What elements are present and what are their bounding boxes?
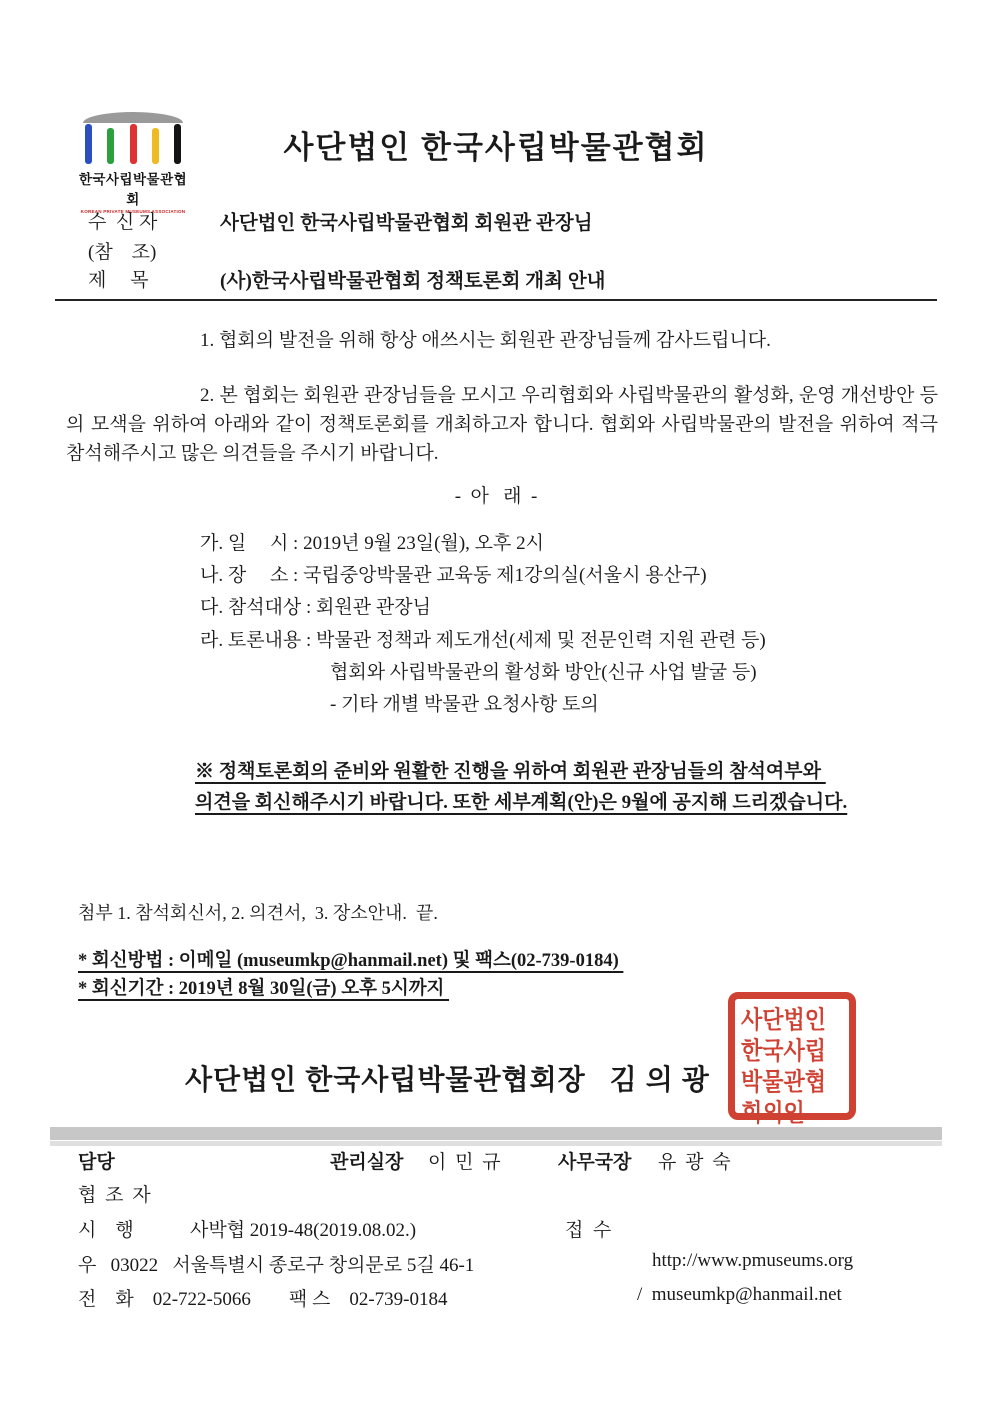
- body-paragraph-1: 1. 협회의 발전을 위해 항상 애쓰시는 회원관 관장님들께 감사드립니다.: [200, 330, 771, 351]
- notice-line-1: ※ 정책토론회의 준비와 원활한 진행을 위하여 회원관 관장님들의 참석여부와: [195, 761, 826, 782]
- footer-website-url: http://www.pmuseums.org: [652, 1250, 854, 1271]
- agenda-item-place: 나. 장 소 : 국립중앙박물관 교육동 제1강의실(서울시 용산구): [200, 565, 707, 587]
- body-paragraph-2: 2. 본 협회는 회원관 관장님들을 모시고 우리협회와 사립박물관의 활성화, 운영 개선방안 등의 모색을 위하여 아래와 같이 정책토론회를 개최하고자 합니다. 협회와 사립박물관의 발전을 위하여 적극 참석해주시고 많은 의견들을 주시기 바랍니다.: [66, 385, 938, 464]
- footer-chief-label: 관리실장: [330, 1152, 404, 1173]
- footer-email: / museumkp@hanmail.net: [637, 1284, 842, 1305]
- official-seal-stamp: [728, 992, 856, 1127]
- agenda-list: [200, 528, 766, 721]
- footer-gray-bar-light: [50, 1141, 942, 1146]
- seal-row-4: 회의인: [741, 1098, 805, 1127]
- agenda-item-topic-cont: 협회와 사립박물관의 활성화 방안(신규 사업 발굴 등): [330, 661, 757, 683]
- reply-deadline-line: * 회신기간 : 2019년 8월 30일(금) 오후 5시까지: [78, 979, 450, 999]
- footer-receipt-label: 접 수: [565, 1220, 612, 1241]
- subject-value: (사)한국사립박물관협회 정책토론회 개최 안내: [220, 271, 606, 292]
- footer-chief-name: 이 민 규: [428, 1152, 503, 1173]
- footer-address-line: 우 03022 서울특별시 종로구 창의문로 5길 46-1: [78, 1255, 475, 1276]
- footer-manager-label: 담당: [78, 1152, 115, 1173]
- seal-row-2: 한국사립: [741, 1036, 827, 1065]
- logo-english-name: KOREAN PRIVATE MUSEUMS ASSOCIATION: [80, 209, 186, 214]
- cc-row: [88, 237, 220, 264]
- recipient-row: [88, 207, 593, 235]
- notice-line-2: 의견을 회신해주시기 바랍니다. 또한 세부계획(안)은 9월에 공지해 드리겠습니다.: [195, 792, 848, 813]
- footer-issue-value: 사박협 2019-48(2019.08.02.): [190, 1220, 417, 1241]
- notice-block: [195, 756, 935, 818]
- cc-label: (참 조): [88, 242, 157, 263]
- agenda-item-date: 가. 일 시 : 2019년 9월 23일(월), 오후 2시: [200, 533, 544, 554]
- recipient-value: 사단법인 한국사립박물관협회 회원관 관장님: [220, 213, 593, 234]
- below-heading: - 아 래 -: [454, 486, 538, 507]
- header-divider-line: [55, 299, 937, 301]
- subject-row: [88, 265, 606, 293]
- logo-korean-name: 한국사립박물관협회: [78, 172, 188, 207]
- footer-phone-fax-line: 전 화 02-722-5066 팩 스 02-739-0184: [78, 1289, 448, 1310]
- seal-row-3: 박물관협: [741, 1067, 827, 1096]
- agenda-item-topic: 라. 토론내용 : 박물관 정책과 제도개선(세제 및 전문인력 지원 관련 등): [200, 629, 766, 651]
- seal-row-1: 사단법인: [741, 1005, 827, 1034]
- reply-method-line: * 회신방법 : 이메일 (museumkp@hanmail.net) 및 팩스(02-739-0184): [78, 951, 624, 971]
- document-title: 사단법인 한국사립박물관협회: [283, 130, 709, 165]
- agenda-item-topic-etc: - 기타 개별 박물관 요청사항 토의: [330, 693, 599, 715]
- recipient-label: 수 신 자: [88, 212, 158, 233]
- footer-issue-label: 시 행: [78, 1220, 134, 1241]
- footer-secretary-label: 사무국장: [558, 1152, 632, 1173]
- signature-line: 사단법인 한국사립박물관협회장 김 의 광: [185, 1065, 710, 1096]
- attachment-line: 첨부 1. 참석회신서, 2. 의견서, 3. 장소안내. 끝.: [78, 903, 438, 923]
- footer-cooperator-label: 협 조 자: [78, 1185, 153, 1206]
- subject-label: 제 목: [88, 270, 149, 291]
- footer-secretary-name: 유 광 숙: [658, 1152, 733, 1173]
- footer-gray-bar: [50, 1127, 942, 1140]
- agenda-item-attendees: 다. 참석대상 : 회원관 관장님: [200, 597, 431, 619]
